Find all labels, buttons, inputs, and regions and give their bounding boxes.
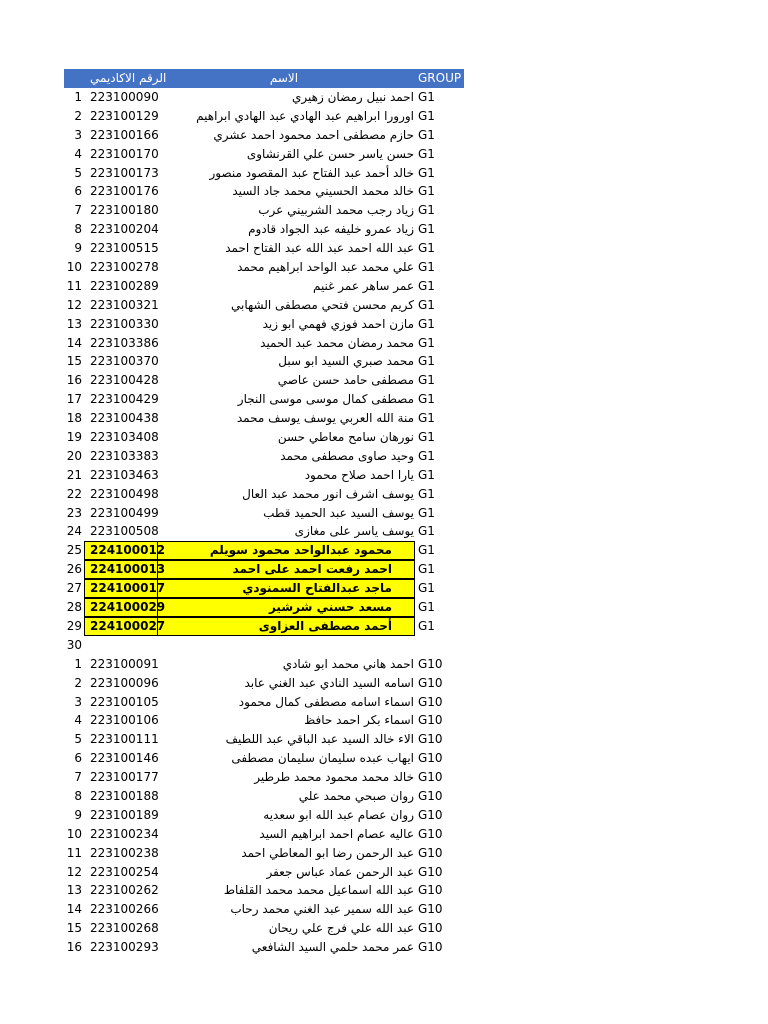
academic-id-cell[interactable]: 223100188 — [90, 788, 159, 803]
academic-id-cell[interactable]: 223100166 — [90, 127, 159, 142]
academic-id-cell[interactable]: 223100090 — [90, 90, 159, 104]
academic-id-cell[interactable]: 223100515 — [90, 241, 159, 256]
academic-id-cell[interactable]: 224100017 — [90, 581, 166, 596]
row-number-cell[interactable]: 6 — [74, 751, 82, 766]
group-cell[interactable]: G10 — [418, 751, 443, 766]
table-row — [64, 863, 464, 882]
table-row — [64, 919, 464, 938]
student-name-cell[interactable]: خالد محمد محمود محمد طرطير — [254, 770, 414, 785]
student-name-cell[interactable]: احمد رفعت احمد على احمد — [232, 562, 392, 577]
student-name-cell[interactable]: روان عصام عبد الله ابو سعديه — [263, 807, 414, 822]
table-row — [64, 881, 464, 900]
group-cell[interactable]: G10 — [418, 845, 443, 860]
student-name-cell[interactable]: زياد رجب محمد الشربيني عرب — [258, 203, 414, 218]
row-number-cell[interactable]: 7 — [74, 203, 82, 218]
academic-id-cell[interactable]: 223100146 — [90, 751, 159, 766]
table-row — [64, 409, 464, 428]
row-number-cell[interactable]: 16 — [66, 940, 82, 955]
row-number-cell[interactable]: 26 — [66, 562, 82, 577]
group-cell[interactable]: G1 — [418, 108, 435, 123]
student-name-cell[interactable]: احمد هاني محمد ابو شادي — [282, 656, 414, 671]
academic-id-cell[interactable]: 223100438 — [90, 411, 159, 426]
row-number-cell[interactable]: 7 — [74, 770, 82, 785]
table-row — [64, 352, 464, 371]
row-number-cell[interactable]: 4 — [74, 146, 82, 161]
academic-id-cell[interactable]: 223100189 — [90, 807, 159, 822]
student-name-cell[interactable]: خالد أحمد عبد الفتاح عبد المقصود منصور — [209, 165, 414, 180]
group-cell[interactable]: G1 — [418, 373, 435, 388]
group-cell[interactable]: G1 — [418, 260, 435, 275]
table-body — [64, 88, 464, 957]
row-number-cell[interactable]: 30 — [66, 637, 82, 652]
group-cell[interactable]: G1 — [418, 203, 435, 218]
student-name-cell[interactable]: مصطفى حامد حسن عاصي — [277, 373, 414, 388]
student-name-cell[interactable]: يوسف اشرف انور محمد عبد العال — [242, 486, 414, 501]
group-cell[interactable]: G1 — [418, 562, 435, 577]
table-row — [64, 749, 464, 768]
row-number-cell[interactable]: 24 — [66, 524, 82, 539]
table-row — [64, 164, 464, 183]
row-number-cell[interactable]: 17 — [66, 392, 82, 407]
academic-id-cell[interactable]: 223100105 — [90, 694, 159, 709]
table-row — [64, 711, 464, 730]
group-cell[interactable]: G1 — [418, 335, 435, 350]
student-name-cell[interactable]: منة الله العربي يوسف يوسف محمد — [236, 411, 414, 426]
row-number-cell[interactable]: 11 — [66, 845, 82, 860]
academic-id-cell[interactable]: 223100176 — [90, 184, 159, 199]
row-number-cell[interactable]: 11 — [66, 278, 82, 293]
header-row — [64, 69, 464, 88]
group-cell[interactable]: G10 — [418, 940, 443, 955]
group-cell[interactable]: G10 — [418, 694, 443, 709]
academic-id-cell[interactable]: 223100238 — [90, 845, 159, 860]
student-name-cell[interactable]: علي محمد عبد الواحد ابراهيم محمد — [237, 260, 414, 275]
table-row — [64, 598, 464, 617]
group-cell[interactable]: G10 — [418, 732, 443, 747]
group-cell[interactable]: G1 — [418, 354, 435, 369]
group-cell[interactable]: G1 — [418, 543, 435, 558]
group-cell[interactable]: G10 — [418, 921, 443, 936]
table-row — [64, 579, 464, 598]
student-name-cell[interactable]: احمد نبيل رمضان زهيري — [292, 90, 414, 104]
header-name[interactable]: الاسم — [269, 71, 299, 85]
academic-id-cell[interactable]: 223100289 — [90, 278, 159, 293]
academic-id-cell[interactable]: 224100013 — [90, 562, 166, 577]
academic-id-cell[interactable]: 223100106 — [90, 713, 159, 728]
table-row — [64, 315, 464, 334]
academic-id-cell[interactable]: 223100498 — [90, 486, 159, 501]
table-row — [64, 655, 464, 674]
academic-id-cell[interactable]: 223100266 — [90, 902, 159, 917]
group-cell[interactable]: G1 — [418, 600, 435, 615]
row-number-cell[interactable]: 23 — [66, 505, 82, 520]
table-row — [64, 220, 464, 239]
student-name-cell[interactable]: حازم مصطفى احمد محمود احمد عشري — [213, 127, 414, 142]
group-cell[interactable]: G1 — [418, 448, 435, 463]
table-row — [64, 617, 464, 636]
table-row — [64, 334, 464, 353]
student-name-cell[interactable]: خالد محمد الحسيني محمد جاد السيد — [232, 184, 414, 199]
academic-id-cell[interactable]: 223100096 — [90, 675, 159, 690]
student-name-cell[interactable]: عبد الله علي فرج علي ريحان — [268, 921, 414, 936]
row-number-cell[interactable]: 5 — [74, 732, 82, 747]
row-number-cell[interactable]: 6 — [74, 184, 82, 199]
group-cell[interactable]: G1 — [418, 618, 435, 633]
row-number-cell[interactable]: 1 — [74, 90, 82, 104]
row-number-cell[interactable]: 10 — [66, 260, 82, 275]
row-number-cell[interactable]: 1 — [74, 656, 82, 671]
student-name-cell[interactable]: اسامه السيد النادي عبد الغني عابد — [244, 675, 414, 690]
student-name-cell[interactable]: ماجد عبدالفتاح السمنودي — [242, 581, 392, 596]
group-cell[interactable]: G1 — [418, 222, 435, 237]
table-row — [64, 504, 464, 523]
student-name-cell[interactable]: مصطفى كمال موسى موسى النجار — [237, 392, 414, 407]
row-number-cell[interactable]: 28 — [66, 600, 82, 615]
group-cell[interactable]: G1 — [418, 430, 435, 445]
student-name-cell[interactable]: روان صبحي محمد علي — [298, 788, 414, 803]
header-academic-id[interactable]: الرقم الاكاديمي — [90, 71, 167, 85]
group-cell[interactable]: G1 — [418, 127, 435, 142]
row-number-cell[interactable]: 20 — [66, 448, 82, 463]
group-cell[interactable]: G1 — [418, 184, 435, 199]
group-cell[interactable]: G10 — [418, 807, 443, 822]
row-number-cell[interactable]: 5 — [74, 165, 82, 180]
row-number-cell[interactable]: 2 — [74, 675, 82, 690]
group-cell[interactable]: G1 — [418, 486, 435, 501]
table-row — [64, 522, 464, 541]
row-number-cell[interactable]: 12 — [66, 297, 82, 312]
group-cell[interactable]: G10 — [418, 713, 443, 728]
academic-id-cell[interactable]: 223103463 — [90, 467, 159, 482]
group-cell[interactable]: G10 — [418, 883, 443, 898]
table-row — [64, 844, 464, 863]
group-cell[interactable]: G1 — [418, 392, 435, 407]
header-group[interactable]: GROUP — [418, 71, 462, 85]
row-number-cell[interactable]: 18 — [66, 411, 82, 426]
student-name-cell[interactable]: عبد الله سمير عبد الغني محمد رحاب — [230, 902, 414, 917]
student-name-cell[interactable]: نورهان سامح معاطي حسن — [277, 430, 414, 445]
academic-id-cell[interactable]: 223100129 — [90, 108, 159, 123]
student-name-cell[interactable]: مازن احمد فوزي فهمي ابو زيد — [262, 316, 414, 331]
row-number-cell[interactable]: 14 — [66, 335, 82, 350]
row-number-cell[interactable]: 3 — [74, 694, 82, 709]
academic-id-cell[interactable]: 223103386 — [90, 335, 159, 350]
table-row — [64, 806, 464, 825]
academic-id-cell[interactable]: 223100180 — [90, 203, 159, 218]
group-cell[interactable]: G10 — [418, 770, 443, 785]
group-cell[interactable]: G1 — [418, 316, 435, 331]
table-row — [64, 258, 464, 277]
group-cell[interactable]: G1 — [418, 297, 435, 312]
row-number-cell[interactable]: 29 — [66, 618, 82, 633]
table-row — [64, 428, 464, 447]
table-row — [64, 466, 464, 485]
group-cell[interactable]: G1 — [418, 505, 435, 520]
table-row — [64, 693, 464, 712]
group-cell[interactable]: G1 — [418, 467, 435, 482]
academic-id-cell[interactable]: 223100234 — [90, 826, 159, 841]
group-cell[interactable]: G1 — [418, 581, 435, 596]
academic-id-cell[interactable]: 223100428 — [90, 373, 159, 388]
group-cell[interactable]: G10 — [418, 675, 443, 690]
group-cell[interactable]: G1 — [418, 241, 435, 256]
student-name-cell[interactable]: محمد رمضان محمد عبد الحميد — [260, 335, 414, 350]
row-number-cell[interactable]: 9 — [74, 241, 82, 256]
table-row — [64, 787, 464, 806]
table-row — [64, 239, 464, 258]
academic-id-cell[interactable]: 223100321 — [90, 297, 159, 312]
group-cell[interactable]: G10 — [418, 788, 443, 803]
student-name-cell[interactable]: كريم محسن فتحي مصطفى الشهابي — [230, 297, 414, 312]
academic-id-cell[interactable]: 223100330 — [90, 316, 159, 331]
academic-id-cell[interactable]: 223103408 — [90, 430, 159, 445]
academic-id-cell[interactable]: 223100268 — [90, 921, 159, 936]
academic-id-cell[interactable]: 223100293 — [90, 940, 159, 955]
row-number-cell[interactable]: 9 — [74, 807, 82, 822]
table-row — [64, 768, 464, 787]
row-number-cell[interactable]: 19 — [66, 430, 82, 445]
academic-id-cell[interactable]: 223100254 — [90, 864, 159, 879]
student-name-cell[interactable]: محمود عبدالواحد محمود سويلم — [209, 543, 392, 558]
academic-id-cell[interactable]: 224100027 — [90, 618, 166, 633]
table-row — [64, 447, 464, 466]
row-number-cell[interactable]: 14 — [66, 902, 82, 917]
group-cell[interactable]: G1 — [418, 524, 435, 539]
student-name-cell[interactable]: عمر ساهر عمر غنيم — [312, 278, 414, 293]
group-cell[interactable]: G10 — [418, 864, 443, 879]
row-number-cell[interactable]: 15 — [66, 921, 82, 936]
academic-id-cell[interactable]: 223100204 — [90, 222, 159, 237]
table-row — [64, 541, 464, 560]
student-name-cell[interactable]: أحمد مصطفى العزاوى — [258, 618, 392, 633]
table-row — [64, 825, 464, 844]
spreadsheet — [64, 69, 464, 957]
table-row — [64, 145, 464, 164]
table-row — [64, 182, 464, 201]
group-cell[interactable]: G1 — [418, 90, 435, 104]
student-name-cell[interactable]: زياد عمرو خليفه عبد الجواد قادوم — [248, 222, 414, 237]
student-name-cell[interactable]: عمر محمد حلمي السيد الشافعي — [251, 940, 414, 955]
row-number-cell[interactable]: 2 — [74, 108, 82, 123]
group-cell[interactable]: G10 — [418, 902, 443, 917]
row-number-cell[interactable]: 8 — [74, 788, 82, 803]
academic-id-cell[interactable]: 223100508 — [90, 524, 159, 539]
row-number-cell[interactable]: 13 — [66, 316, 82, 331]
academic-id-cell[interactable]: 223100370 — [90, 354, 159, 369]
academic-id-cell[interactable]: 223100170 — [90, 146, 159, 161]
table-row — [64, 277, 464, 296]
academic-id-cell[interactable]: 224100029 — [90, 600, 166, 615]
student-name-cell[interactable]: محمد صبري السيد ابو سبل — [278, 354, 414, 369]
row-number-cell[interactable]: 12 — [66, 864, 82, 879]
table-row — [64, 900, 464, 919]
row-number-cell[interactable]: 10 — [66, 826, 82, 841]
row-number-cell[interactable]: 8 — [74, 222, 82, 237]
row-number-cell[interactable]: 27 — [66, 581, 82, 596]
table-row — [64, 371, 464, 390]
student-name-cell[interactable]: عبد الله احمد عبد الله عبد الفتاح احمد — [225, 241, 414, 256]
table-row — [64, 201, 464, 220]
student-name-cell[interactable]: يوسف ياسر على مغازى — [294, 524, 414, 539]
student-name-cell[interactable]: ايهاب عبده سليمان سليمان مصطفى — [231, 751, 414, 766]
group-cell[interactable]: G1 — [418, 411, 435, 426]
academic-id-cell[interactable]: 223100429 — [90, 392, 159, 407]
academic-id-cell[interactable]: 223100499 — [90, 505, 159, 520]
table-row — [64, 674, 464, 693]
student-name-cell[interactable]: وحيد صاوى مصطفى محمد — [280, 448, 414, 463]
row-number-cell[interactable]: 16 — [66, 373, 82, 388]
table-row — [64, 88, 464, 107]
table-row — [64, 107, 464, 126]
row-number-cell[interactable]: 13 — [66, 883, 82, 898]
academic-id-cell[interactable]: 223100091 — [90, 656, 159, 671]
student-name-cell[interactable]: يوسف السيد عبد الحميد قطب — [263, 505, 414, 520]
table-row — [64, 730, 464, 749]
student-name-cell[interactable]: عبد الرحمن رضا ابو المعاطي احمد — [241, 845, 414, 860]
student-name-cell[interactable]: مسعد حسني شرشير — [268, 600, 392, 615]
academic-id-cell[interactable]: 224100012 — [90, 543, 166, 558]
student-name-cell[interactable]: الاء خالد السيد عبد الباقي عبد اللطيف — [225, 732, 414, 747]
academic-id-cell[interactable]: 223100177 — [90, 770, 159, 785]
student-name-cell[interactable]: عبد الله اسماعيل محمد محمد القلفاط — [223, 883, 414, 898]
student-name-cell[interactable]: اسماء بكر احمد حافظ — [304, 713, 414, 728]
table-row — [64, 485, 464, 504]
academic-id-cell[interactable]: 223100111 — [90, 732, 159, 747]
row-number-cell[interactable]: 21 — [66, 467, 82, 482]
group-cell[interactable]: G1 — [418, 278, 435, 293]
student-name-cell[interactable]: حسن ياسر حسن علي القرنشاوى — [246, 146, 414, 161]
student-name-cell[interactable]: اورورا ابراهيم عبد الهادي عبد الهادي ابراهيم — [196, 108, 414, 123]
student-name-cell[interactable]: عاليه عصام احمد ابراهيم السيد — [259, 826, 414, 841]
row-number-cell[interactable]: 4 — [74, 713, 82, 728]
group-cell[interactable]: G1 — [418, 146, 435, 161]
table-row — [64, 296, 464, 315]
group-cell[interactable]: G10 — [418, 826, 443, 841]
table-row — [64, 938, 464, 957]
group-cell[interactable]: G1 — [418, 165, 435, 180]
table-row — [64, 560, 464, 579]
student-name-cell[interactable]: اسماء اسامه مصطفى كمال محمود — [238, 694, 414, 709]
row-number-cell[interactable]: 25 — [66, 543, 82, 558]
row-number-cell[interactable]: 22 — [66, 486, 82, 501]
table-row — [64, 390, 464, 409]
student-name-cell[interactable]: عبد الرحمن عماد عباس جعفر — [266, 864, 414, 879]
academic-id-cell[interactable]: 223100173 — [90, 165, 159, 180]
table-row — [64, 636, 464, 655]
academic-id-cell[interactable]: 223103383 — [90, 448, 159, 463]
row-number-cell[interactable]: 3 — [74, 127, 82, 142]
row-number-cell[interactable]: 15 — [66, 354, 82, 369]
table-row — [64, 126, 464, 145]
student-name-cell[interactable]: يارا احمد صلاح محمود — [304, 467, 414, 482]
group-cell[interactable]: G10 — [418, 656, 443, 671]
academic-id-cell[interactable]: 223100278 — [90, 260, 159, 275]
academic-id-cell[interactable]: 223100262 — [90, 883, 159, 898]
